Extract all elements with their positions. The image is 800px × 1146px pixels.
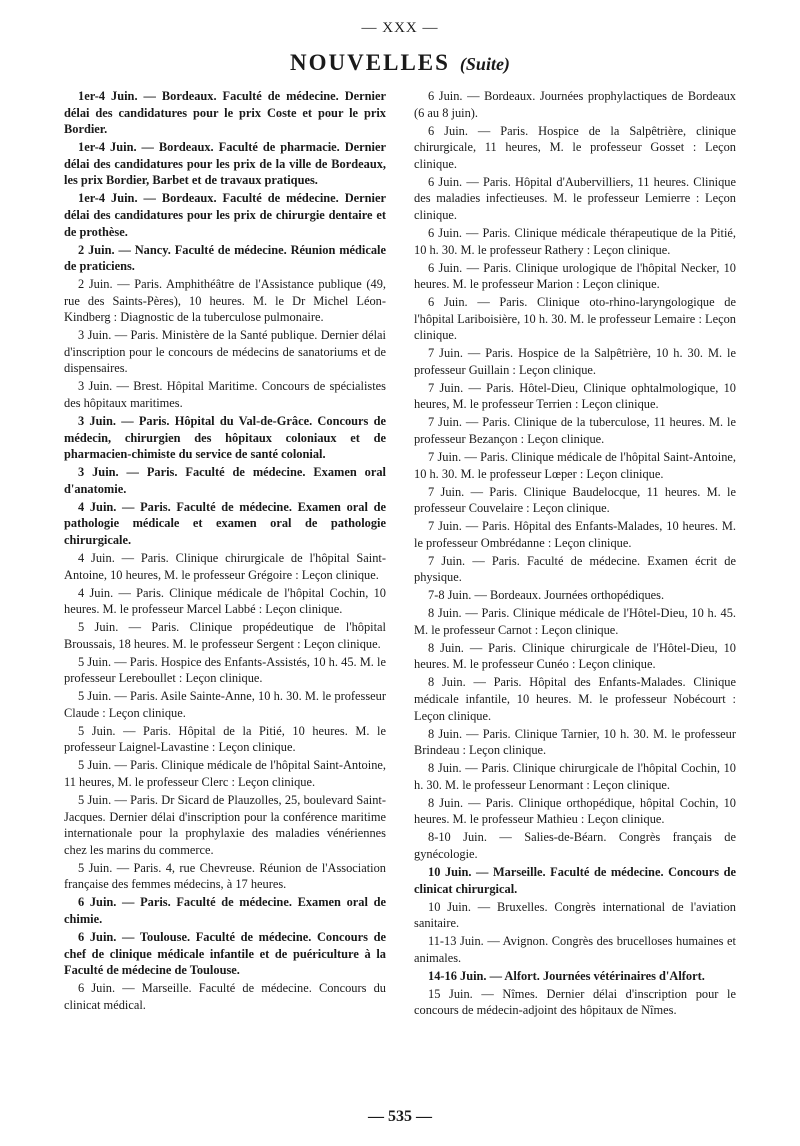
news-entry: 7 Juin. — Paris. Hôpital des Enfants-Malades, 10 heures. M. le professeur Ombrédanne : Leçon clinique. xyxy=(414,519,736,550)
section-title-sub: (Suite) xyxy=(459,54,510,74)
news-entry: 8 Juin. — Paris. Hôpital des Enfants-Malades. Clinique médicale infantile, 10 heures. M. le professeur Nobécourt : Leçon clinique. xyxy=(414,675,736,723)
section-title-main: NOUVELLES xyxy=(290,50,450,75)
news-entry: 7 Juin. — Paris. Clinique de la tuberculose, 11 heures. M. le professeur Bezançon : Leçon clinique. xyxy=(414,415,736,446)
news-entry: 8 Juin. — Paris. Clinique Tarnier, 10 h. 30. M. le professeur Brindeau : Leçon clinique. xyxy=(414,726,736,758)
left-column xyxy=(64,88,386,1015)
news-entry: 2 Juin. — Paris. Amphithéâtre de l'Assistance publique (49, rue des Saints-Pères), 10 heures. M. le Dr Michel Léon-Kindberg : Diagnostic de la tuberculose pulmonaire. xyxy=(64,277,386,325)
news-entry: 3 Juin. — Brest. Hôpital Maritime. Concours de spécialistes des hôpitaux maritimes. xyxy=(64,379,386,411)
news-entry: 3 Juin. — Paris. Faculté de médecine. Examen oral d'anatomie. xyxy=(64,465,386,496)
news-entry: 5 Juin. — Paris. Hospice des Enfants-Assistés, 10 h. 45. M. le professeur Lereboullet : Leçon clinique. xyxy=(64,654,386,686)
news-entry: 3 Juin. — Paris. Ministère de la Santé publique. Dernier délai d'inscription pour le concours de médecins de sanatoriums et de dispensaires. xyxy=(64,328,386,376)
news-entry: 10 Juin. — Bruxelles. Congrès international de l'aviation sanitaire. xyxy=(414,899,736,931)
news-entry: 4 Juin. — Paris. Clinique chirurgicale de l'hôpital Saint-Antoine, 10 heures, M. le professeur Grégoire : Leçon clinique. xyxy=(64,550,386,582)
news-entry: 8 Juin. — Paris. Clinique chirurgicale de l'hôpital Cochin, 10 h. 30. M. le professeur Lenormant : Leçon clinique. xyxy=(414,761,736,792)
news-entry: 7 Juin. — Paris. Hospice de la Salpêtrière, 10 h. 30. M. le professeur Guillain : Leçon clinique. xyxy=(414,346,736,377)
news-entry: 8-10 Juin. — Salies-de-Béarn. Congrès français de gynécologie. xyxy=(414,830,736,861)
news-entry: 6 Juin. — Marseille. Faculté de médecine. Concours du clinicat médical. xyxy=(64,981,386,1012)
news-entry: 5 Juin. — Paris. Hôpital de la Pitié, 10 heures. M. le professeur Laignel-Lavastine : Leçon clinique. xyxy=(64,723,386,755)
section-title xyxy=(0,50,800,76)
news-entry: 7 Juin. — Paris. Clinique médicale de l'hôpital Saint-Antoine, 10 h. 30. M. le professeur Lœper : Leçon clinique. xyxy=(414,449,736,481)
news-entry: 5 Juin. — Paris. Clinique médicale de l'hôpital Saint-Antoine, 11 heures, M. le professeur Clerc : Leçon clinique. xyxy=(64,758,386,789)
page-number: — 535 — xyxy=(368,1108,432,1125)
news-entry: 6 Juin. — Paris. Faculté de médecine. Examen oral de chimie. xyxy=(64,895,386,926)
news-entry: 14-16 Juin. — Alfort. Journées vétérinaires d'Alfort. xyxy=(428,968,705,983)
news-entry: 6 Juin. — Paris. Hospice de la Salpêtrière, clinique chirurgicale, 11 heures, M. le professeur Gosset : Leçon clinique. xyxy=(414,123,736,171)
news-entry: 6 Juin. — Paris. Clinique urologique de l'hôpital Necker, 10 heures. M. le professeur Marion : Leçon clinique. xyxy=(414,260,736,292)
news-entry: 7-8 Juin. — Bordeaux. Journées orthopédiques. xyxy=(428,588,665,603)
news-entry: 5 Juin. — Paris. Dr Sicard de Plauzolles, 25, boulevard Saint-Jacques. Dernier délai d'inscription pour la conférence maritime internationale pour la prophylaxie des maladies vénériennes chez les marins du commerce. xyxy=(64,792,386,857)
news-entry: 6 Juin. — Toulouse. Faculté de médecine. Concours de chef de clinique médicale infantile et de puériculture à la Faculté de médecine de Toulouse. xyxy=(64,929,386,978)
news-entry: 5 Juin. — Paris. Clinique propédeutique de l'hôpital Broussais, 18 heures. M. le professeur Sergent : Leçon clinique. xyxy=(64,620,386,651)
news-entry: 7 Juin. — Paris. Clinique Baudelocque, 11 heures. M. le professeur Couvelaire : Leçon clinique. xyxy=(414,484,736,516)
news-entry: 3 Juin. — Paris. Hôpital du Val-de-Grâce. Concours de médecin, chirurgien des hôpitaux coloniaux et de pharmacien-chimiste du service de santé colonial. xyxy=(64,414,386,462)
news-entry: 6 Juin. — Paris. Hôpital d'Aubervilliers, 11 heures. Clinique des maladies infectieuses. M. le professeur Lemierre : Leçon clinique. xyxy=(414,174,736,222)
news-entry: 7 Juin. — Paris. Hôtel-Dieu, Clinique ophtalmologique, 10 heures, M. le professeur Terrien : Leçon clinique. xyxy=(414,380,736,412)
news-entry: 5 Juin. — Paris. 4, rue Chevreuse. Réunion de l'Association française des femmes médecins, à 17 heures. xyxy=(64,860,386,892)
news-entry: 1er-4 Juin. — Bordeaux. Faculté de médecine. Dernier délai des candidatures pour les prix de chirurgie dentaire et de prothèse. xyxy=(64,191,386,239)
news-entry: 6 Juin. — Paris. Clinique oto-rhino-laryngologique de l'hôpital Lariboisière, 10 h. 30. M. le professeur Lemaire : Leçon clinique. xyxy=(414,295,736,343)
news-entry: 8 Juin. — Paris. Clinique chirurgicale de l'Hôtel-Dieu, 10 heures. M. le professeur Cunéo : Leçon clinique. xyxy=(414,640,736,672)
news-entry: 6 Juin. — Paris. Clinique médicale thérapeutique de la Pitié, 10 h. 30. M. le professeur Rathery : Leçon clinique. xyxy=(414,225,736,257)
news-entry: 5 Juin. — Paris. Asile Sainte-Anne, 10 h. 30. M. le professeur Claude : Leçon clinique. xyxy=(64,689,386,720)
news-entry: 8 Juin. — Paris. Clinique orthopédique, hôpital Cochin, 10 heures. M. le professeur Mathieu : Leçon clinique. xyxy=(414,795,736,827)
news-entry: 7 Juin. — Paris. Faculté de médecine. Examen écrit de physique. xyxy=(414,553,736,585)
news-entry: 15 Juin. — Nîmes. Dernier délai d'inscription pour le concours de médecin-adjoint des hôpitaux de Nîmes. xyxy=(414,986,736,1018)
news-entry: 8 Juin. — Paris. Clinique médicale de l'Hôtel-Dieu, 10 h. 45. M. le professeur Carnot : Leçon clinique. xyxy=(414,606,736,637)
news-entry: 1er-4 Juin. — Bordeaux. Faculté de médecine. Dernier délai des candidatures pour le prix Coste et pour le prix Bordier. xyxy=(64,89,386,137)
page-header-roman: — XXX — xyxy=(361,20,439,36)
news-entry: 10 Juin. — Marseille. Faculté de médecine. Concours de clinicat chirurgical. xyxy=(414,864,736,896)
news-entry: 2 Juin. — Nancy. Faculté de médecine. Réunion médicale de praticiens. xyxy=(64,242,386,274)
news-entry: 4 Juin. — Paris. Faculté de médecine. Examen oral de pathologie médicale et examen oral de pathologie chirurgicale. xyxy=(64,499,386,547)
right-column xyxy=(414,88,736,1020)
news-entry: 11-13 Juin. — Avignon. Congrès des brucelloses humaines et animales. xyxy=(414,934,736,965)
news-entry: 6 Juin. — Bordeaux. Journées prophylactiques de Bordeaux (6 au 8 juin). xyxy=(414,89,736,120)
news-entry: 1er-4 Juin. — Bordeaux. Faculté de pharmacie. Dernier délai des candidatures pour les prix de la ville de Bordeaux, les prix Bordier, Barbet et de travaux pratiques. xyxy=(64,140,386,188)
news-entry: 4 Juin. — Paris. Clinique médicale de l'hôpital Cochin, 10 heures. M. le professeur Marcel Labbé : Leçon clinique. xyxy=(64,585,386,617)
